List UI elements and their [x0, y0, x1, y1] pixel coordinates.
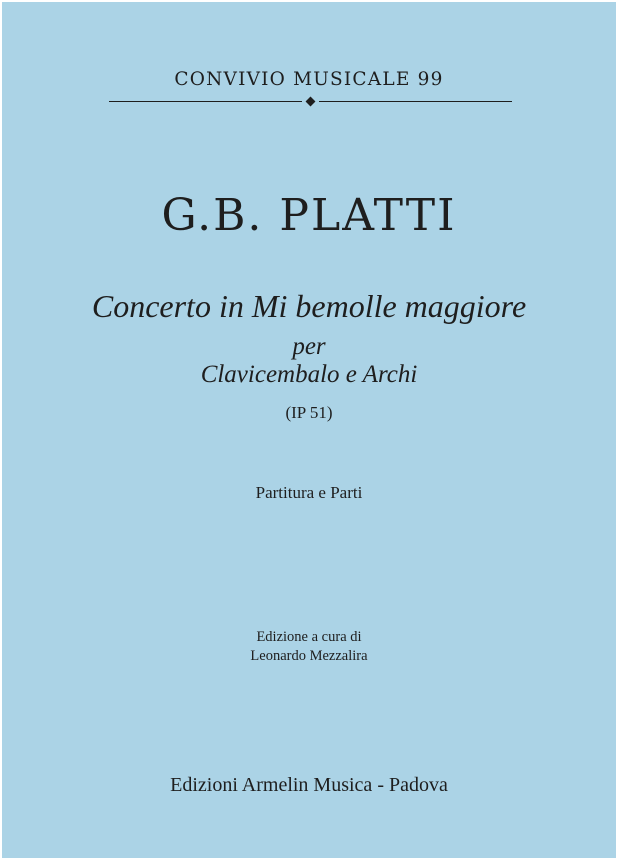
instrumentation: Clavicembalo e Archi — [200, 361, 418, 388]
ornament-rule-left — [109, 101, 302, 102]
work-title: Concerto in Mi bemolle maggiore — [91, 288, 527, 324]
for-label: per — [292, 333, 326, 360]
edition-label: Edizione a cura di — [256, 629, 362, 645]
composer-name: G.B. PLATTI — [161, 190, 457, 241]
series-title: CONVIVIO MUSICALE 99 — [174, 69, 444, 90]
score-cover — [2, 2, 616, 858]
editor-name: Leonardo Mezzalira — [250, 648, 368, 664]
ornament-rule-right — [319, 101, 512, 102]
contents-note: Partitura e Parti — [255, 483, 363, 502]
catalog-number: (IP 51) — [285, 403, 333, 422]
diamond-ornament-icon — [306, 97, 316, 107]
publisher: Edizioni Armelin Musica - Padova — [170, 774, 448, 796]
